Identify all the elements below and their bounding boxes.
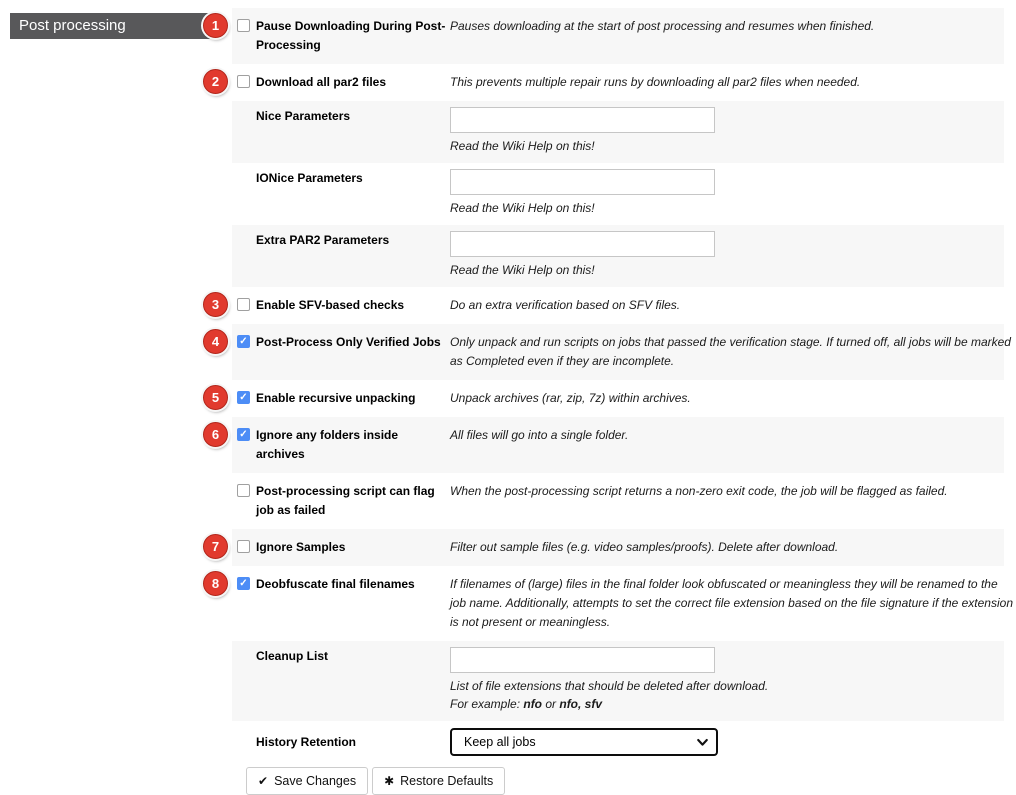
label-postprocess-only-verified: Post-Process Only Verified Jobs bbox=[256, 335, 441, 349]
row-ignore-samples bbox=[211, 529, 1004, 566]
label-pause-downloading: Pause Downloading During Post-Processing bbox=[256, 19, 446, 52]
checkbox-ignore-folders-inside-archives[interactable] bbox=[237, 428, 250, 441]
row-postprocess-only-verified bbox=[211, 324, 1011, 380]
checkbox-script-can-flag-failed[interactable] bbox=[237, 484, 250, 497]
checkbox-recursive-unpacking[interactable] bbox=[237, 391, 250, 404]
step-badge-4: 4 bbox=[203, 329, 228, 354]
history-retention-select[interactable] bbox=[450, 728, 718, 756]
desc-postprocess-only-verified: Only unpack and run scripts on jobs that passed the verification stage. If turned off, all jobs will be marked as Completed even if they are incomplete. bbox=[450, 335, 1011, 368]
desc-ignore-samples: Filter out sample files (e.g. video samples/proofs). Delete after download. bbox=[450, 540, 839, 554]
label-history-retention: History Retention bbox=[256, 735, 357, 749]
label-enable-sfv-checks: Enable SFV-based checks bbox=[256, 298, 405, 312]
desc-download-all-par2: This prevents multiple repair runs by downloading all par2 files when needed. bbox=[450, 75, 861, 89]
help-cleanup-list: List of file extensions that should be deleted after download. bbox=[450, 679, 769, 693]
save-changes-label: Save Changes bbox=[274, 774, 357, 788]
label-cleanup-list: Cleanup List bbox=[256, 649, 329, 663]
step-badge-5: 5 bbox=[203, 385, 228, 410]
checkbox-enable-sfv-checks[interactable] bbox=[237, 298, 250, 311]
row-download-all-par2 bbox=[211, 64, 1004, 101]
desc-recursive-unpacking: Unpack archives (rar, zip, 7z) within archives. bbox=[450, 391, 691, 405]
desc-ignore-folders-inside-archives: All files will go into a single folder. bbox=[450, 428, 629, 442]
label-script-can-flag-failed: Post-processing script can flag job as failed bbox=[256, 484, 435, 517]
label-nice-parameters: Nice Parameters bbox=[256, 109, 351, 123]
row-history-retention bbox=[232, 721, 1004, 763]
label-deobfuscate-filenames: Deobfuscate final filenames bbox=[256, 577, 415, 591]
desc-pause-downloading: Pauses downloading at the start of post processing and resumes when finished. bbox=[450, 19, 875, 33]
row-recursive-unpacking bbox=[211, 380, 1004, 417]
checkbox-ignore-samples[interactable] bbox=[237, 540, 250, 553]
row-ignore-folders-inside-archives bbox=[211, 417, 1004, 473]
label-recursive-unpacking: Enable recursive unpacking bbox=[256, 391, 416, 405]
row-enable-sfv-checks bbox=[211, 287, 1004, 324]
desc-enable-sfv-checks: Do an extra verification based on SFV files. bbox=[450, 298, 681, 312]
step-badge-7: 7 bbox=[203, 534, 228, 559]
settings-form bbox=[211, 8, 1013, 795]
example-ext-1: nfo bbox=[523, 697, 543, 711]
row-cleanup-list bbox=[232, 641, 1004, 721]
save-changes-button[interactable] bbox=[246, 767, 368, 795]
restore-defaults-button[interactable] bbox=[372, 767, 505, 795]
example-mid: or bbox=[542, 697, 560, 711]
desc-deobfuscate-filenames: If filenames of (large) files in the final folder look obfuscated or meaningless they will be renamed to the job name. Additionally, attempts to set the correct file extension based on the file signature if the extension is not present or meaningless. bbox=[450, 577, 1013, 629]
example-prefix: For example: bbox=[450, 697, 524, 711]
example-ext-2: nfo, sfv bbox=[559, 697, 603, 711]
row-deobfuscate-filenames bbox=[211, 566, 1013, 641]
label-extra-par2-parameters: Extra PAR2 Parameters bbox=[256, 233, 390, 247]
help-cleanup-list-example bbox=[450, 695, 1016, 713]
step-badge-2: 2 bbox=[203, 69, 228, 94]
checkbox-deobfuscate-filenames[interactable] bbox=[237, 577, 250, 590]
label-ignore-samples: Ignore Samples bbox=[256, 540, 346, 554]
restore-defaults-label: Restore Defaults bbox=[400, 774, 494, 788]
help-ionice-parameters: Read the Wiki Help on this! bbox=[450, 201, 595, 215]
help-extra-par2-parameters: Read the Wiki Help on this! bbox=[450, 263, 595, 277]
row-ionice-parameters bbox=[232, 163, 1004, 225]
desc-script-can-flag-failed: When the post-processing script returns a non-zero exit code, the job will be flagged as failed. bbox=[450, 484, 948, 498]
page-title: Post processing bbox=[10, 13, 220, 39]
step-badge-6: 6 bbox=[203, 422, 228, 447]
checkmark-icon: ✔ bbox=[258, 774, 269, 788]
label-ionice-parameters: IONice Parameters bbox=[256, 171, 363, 185]
form-actions bbox=[246, 767, 1004, 795]
row-extra-par2-parameters bbox=[232, 225, 1004, 287]
nice-parameters-input[interactable] bbox=[450, 107, 715, 133]
step-badge-3: 3 bbox=[203, 292, 228, 317]
row-nice-parameters bbox=[232, 101, 1004, 163]
asterisk-icon: ✱ bbox=[384, 774, 395, 788]
step-badge-8: 8 bbox=[203, 571, 228, 596]
step-badge-1: 1 bbox=[203, 13, 228, 38]
checkbox-postprocess-only-verified[interactable] bbox=[237, 335, 250, 348]
help-nice-parameters: Read the Wiki Help on this! bbox=[450, 139, 595, 153]
checkbox-download-all-par2[interactable] bbox=[237, 75, 250, 88]
label-ignore-folders-inside-archives: Ignore any folders inside archives bbox=[256, 428, 399, 461]
cleanup-list-input[interactable] bbox=[450, 647, 715, 673]
checkbox-pause-downloading[interactable] bbox=[237, 19, 250, 32]
ionice-parameters-input[interactable] bbox=[450, 169, 715, 195]
row-script-can-flag-failed bbox=[232, 473, 1004, 529]
label-download-all-par2: Download all par2 files bbox=[256, 75, 387, 89]
extra-par2-parameters-input[interactable] bbox=[450, 231, 715, 257]
row-pause-downloading bbox=[211, 8, 1004, 64]
